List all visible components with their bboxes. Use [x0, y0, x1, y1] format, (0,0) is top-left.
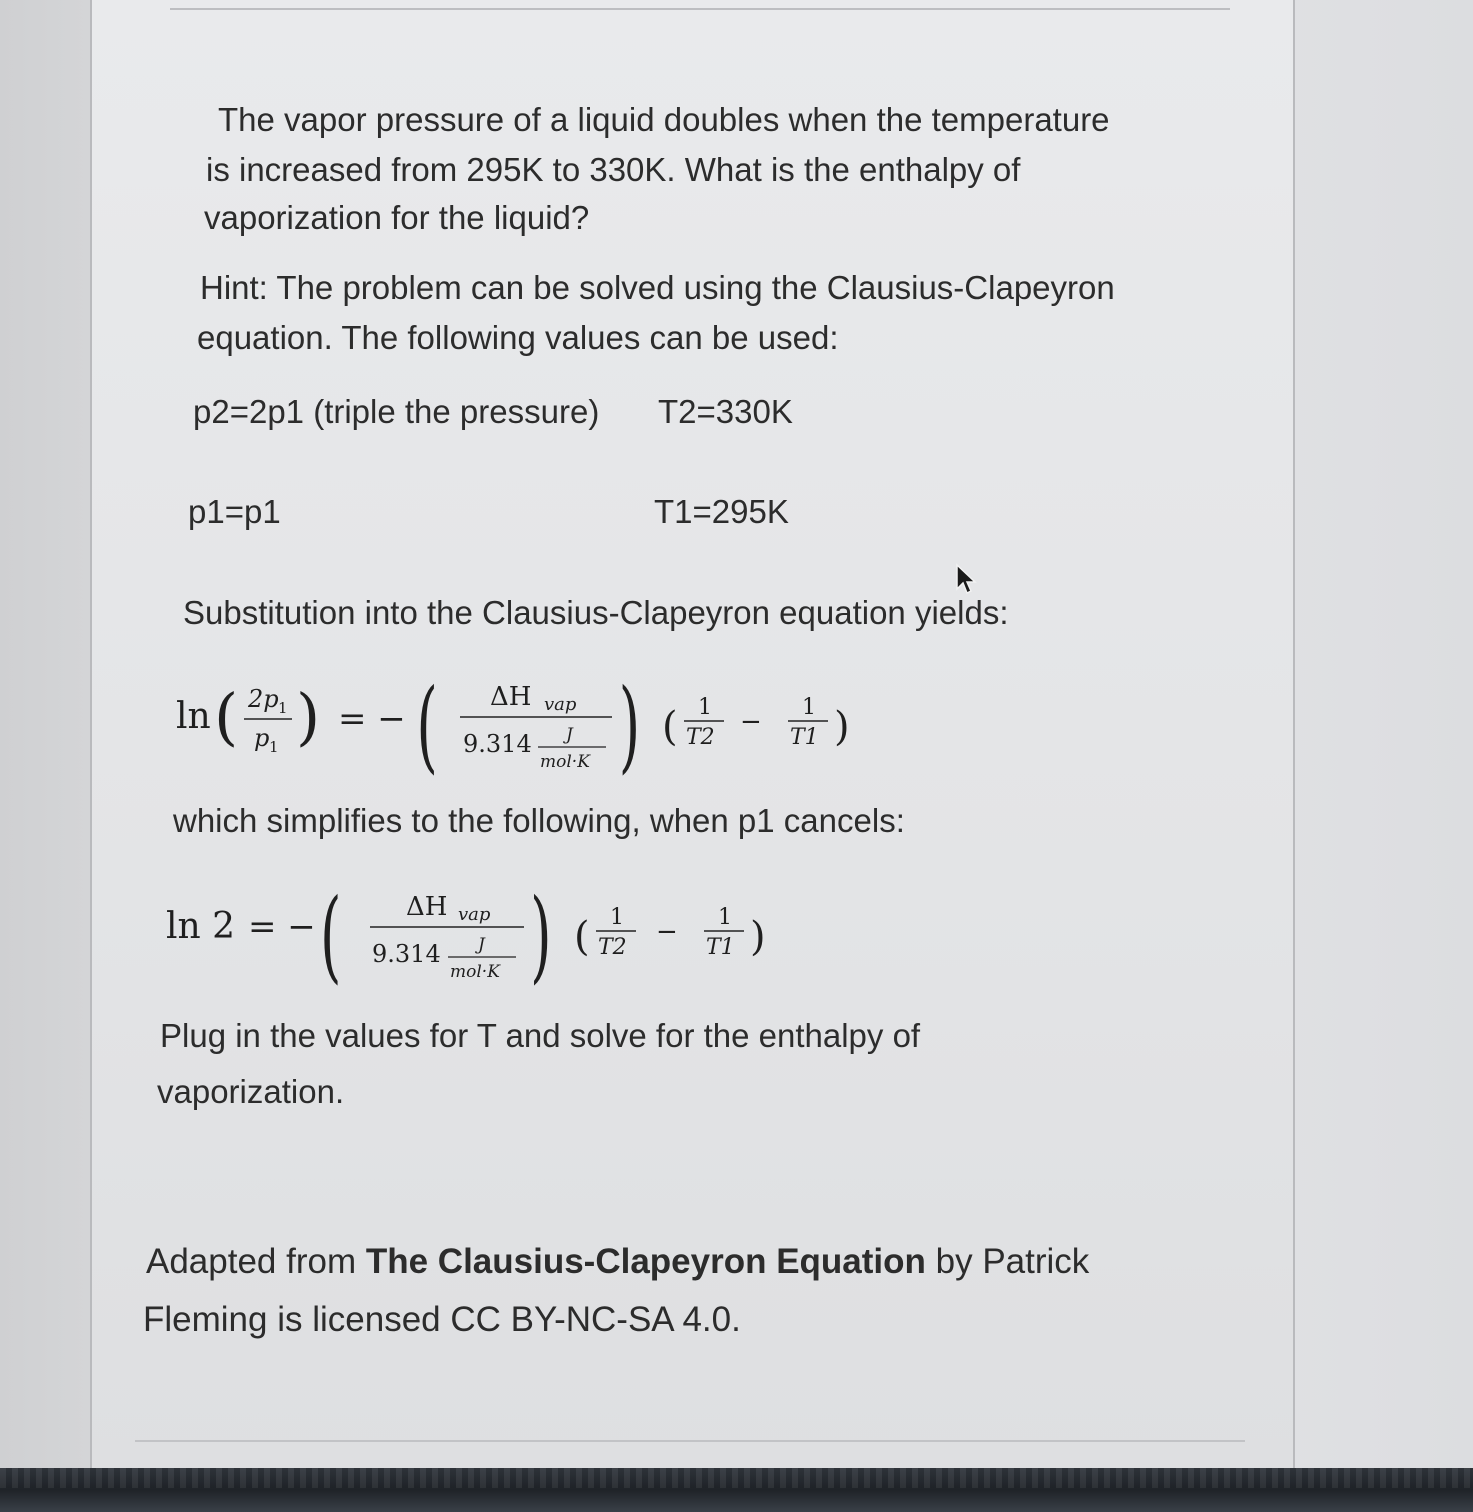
eq2-one-a: 1 [610, 905, 624, 930]
eq1-one-b: 1 [802, 695, 816, 720]
substitution-text: Substitution into the Clausius-Clapeyron equation yields: [183, 594, 1009, 631]
eq1-num-sub: 1 [278, 699, 288, 717]
eq1-T1: T1 [790, 725, 819, 750]
eq2-equals: = − [248, 907, 316, 947]
bottom-divider [135, 1440, 1245, 1442]
eq1-J: J [566, 725, 573, 745]
eq2-R: 9.314 [372, 940, 441, 968]
value-p1: p1=p1 [188, 493, 281, 530]
eq1-paren-open: ( [214, 680, 239, 753]
eq1-paren-close: ) [296, 680, 321, 753]
eq1-numerator: 2p [248, 685, 279, 713]
eq2-ln2: ln 2 [166, 906, 236, 947]
value-T1: T1=295K [654, 493, 789, 530]
eq2-minus: − [656, 917, 678, 947]
question-line-1: The vapor pressure of a liquid doubles when the temperature [218, 101, 1110, 138]
eq1-R: 9.314 [463, 730, 532, 758]
hint-line-2: equation. The following values can be used: [197, 319, 839, 356]
attribution-title-link[interactable]: The Clausius-Clapeyron Equation [365, 1242, 926, 1281]
eq1-vap: vap [544, 694, 577, 715]
eq1-denominator: p [254, 724, 270, 752]
eq1-dH: ΔH [490, 682, 532, 712]
eq2-T2: T2 [598, 935, 627, 960]
eq1-big-paren-close: ) [618, 668, 641, 780]
hint-line-1: Hint: The problem can be solved using the Clausius-Clapeyron [200, 269, 1115, 306]
eq1-den-sub: 1 [269, 738, 279, 756]
attribution-line-1 [146, 1238, 1089, 1286]
equation-2 [160, 870, 800, 990]
eq1-molK: mol·K [540, 752, 590, 772]
eq2-one-b: 1 [718, 905, 732, 930]
attribution-line-2: Fleming is licensed CC BY-NC-SA 4.0. [143, 1300, 741, 1339]
question-line-2: is increased from 295K to 330K. What is the enthalpy of [206, 151, 1021, 188]
eq2-paren2-open: ( [574, 914, 590, 960]
eq2-T1: T1 [706, 935, 735, 960]
eq1-one-a: 1 [698, 695, 712, 720]
attribution-suffix: by Patrick [925, 1242, 1090, 1281]
eq2-vap: vap [458, 904, 491, 925]
eq2-J: J [478, 935, 485, 955]
plug-line-1: Plug in the values for T and solve for the enthalpy of [160, 1017, 921, 1054]
top-divider [170, 8, 1230, 10]
eq1-paren2-open: ( [662, 704, 678, 750]
attribution-prefix: Adapted from [146, 1242, 366, 1281]
equation-1 [170, 660, 870, 780]
value-T2: T2=330K [658, 393, 793, 430]
eq1-minus: − [740, 707, 762, 737]
question-line-3: vaporization for the liquid? [204, 199, 590, 236]
eq2-molK: mol·K [450, 962, 500, 982]
eq1-ln: ln [176, 696, 211, 737]
eq2-big-paren-close: ) [530, 878, 552, 990]
eq1-paren2-close: ) [834, 704, 850, 750]
eq2-big-paren-open: ( [320, 878, 342, 990]
mouse-cursor-icon [955, 563, 981, 602]
eq2-paren2-close: ) [750, 914, 766, 960]
value-p2: p2=2p1 (triple the pressure) [193, 393, 600, 430]
simplify-text: which simplifies to the following, when p1 cancels: [173, 802, 905, 839]
eq1-T2: T2 [686, 725, 715, 750]
plug-line-2: vaporization. [157, 1073, 345, 1110]
monitor-bezel [0, 1468, 1473, 1512]
eq1-equals: = − [338, 699, 406, 739]
eq1-big-paren-open: ( [416, 668, 438, 780]
eq2-dH: ΔH [406, 892, 448, 922]
